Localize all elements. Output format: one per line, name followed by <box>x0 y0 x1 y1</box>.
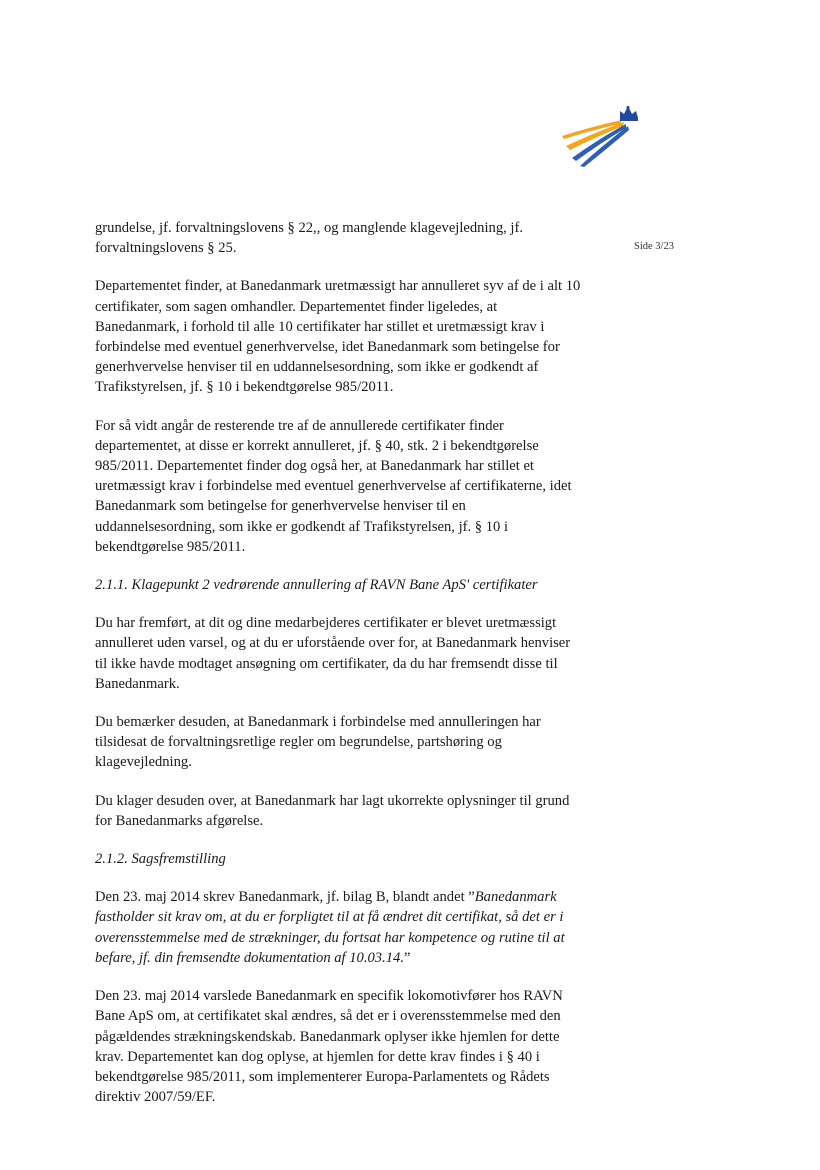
paragraph-incorrect-information: Du klager desuden over, at Banedanmark har lagt ukorrekte oplysninger til grund for Banedanmarks afgørelse. <box>95 792 570 829</box>
page-number: Side 3/23 <box>634 241 674 252</box>
quote-end: ” <box>404 949 411 966</box>
paragraph-complaint: Du har fremført, at dit og dine medarbejderes certifikater er blevet uretmæssigt annulleret uden varsel, og at du er uforstående over for, at Banedanmark henviser til ikke havde modtaget ansøgning om certifikater, da du har fremsendt disse til Banedanmark. <box>95 615 571 692</box>
paragraph-quote <box>95 887 585 968</box>
section-heading-2-1-1: 2.1.1. Klagepunkt 2 vedrørende annullering af RAVN Bane ApS' certifikater <box>95 577 538 594</box>
quote-text: Banedanmark fastholder sit krav om, at du er forpligtet til at få ændret dit certifikat, så det er i overensstemmelse med de strækninger, du fortsat har kompetence og rutine til at befare, jf. din fremsendte dokumentation af 10.03.14. <box>95 889 565 966</box>
paragraph-continuation: grundelse, jf. forvaltningslovens § 22,, og manglende klagevejledning, jf. forvaltningslovens § 25. <box>95 220 523 257</box>
paragraph-department-finding: Departementet finder, at Banedanmark uretmæssigt har annulleret syv af de i alt 10 certifikater, som sagen omhandler. Departementet finder ligeledes, at Banedanmark, i forhold til alle 10 certifikater har stillet et uretmæssigt krav i forbindelse med eventuel generhvervelse, idet Banedanmark som betingelse for generhvervelse henviser til en uddannelsesordning, som ikke er godkendt af Trafikstyrelsen, jf. § 10 i bekendtgørelse 985/2011. <box>95 278 581 396</box>
paragraph-notification: Den 23. maj 2014 varslede Banedanmark en specifik lokomotivfører hos RAVN Bane ApS om, at certifikatet skal ændres, så det er i overensstemmelse med den pågældendes strækningskendskab. Banedanmark oplyser ikke hjemlen for dette krav. Departementet kan dog oplyse, at hjemlen for dette krav findes i § 40 i bekendtgørelse 985/2011, som implementerer Europa-Parlamentets og Rådets direktiv 2007/59/EF. <box>95 988 563 1106</box>
section-heading-2-1-2: 2.1.2. Sagsfremstilling <box>95 851 226 868</box>
railway-logo-icon <box>560 106 644 168</box>
quote-intro: Den 23. maj 2014 skrev Banedanmark, jf. bilag B, blandt andet ” <box>95 889 475 906</box>
document-body <box>95 218 585 1125</box>
paragraph-procedural-rules: Du bemærker desuden, at Banedanmark i forbindelse med annulleringen har tilsidesat de forvaltningsretlige regler om begrundelse, partshøring og klagevejledning. <box>95 714 541 771</box>
paragraph-remaining-certificates: For så vidt angår de resterende tre af de annullerede certifikater finder departementet, at disse er korrekt annulleret, jf. § 40, stk. 2 i bekendtgørelse 985/2011. Departementet finder dog også her, at Banedanmark har stillet et uretmæssigt krav i forbindelse med eventuel generhvervelse af certifikaterne, idet Banedanmark som betingelse for generhvervelse henviser til en uddannelsesordning, som ikke er godkendt af Trafikstyrelsen, jf. § 10 i bekendtgørelse 985/2011. <box>95 417 572 555</box>
